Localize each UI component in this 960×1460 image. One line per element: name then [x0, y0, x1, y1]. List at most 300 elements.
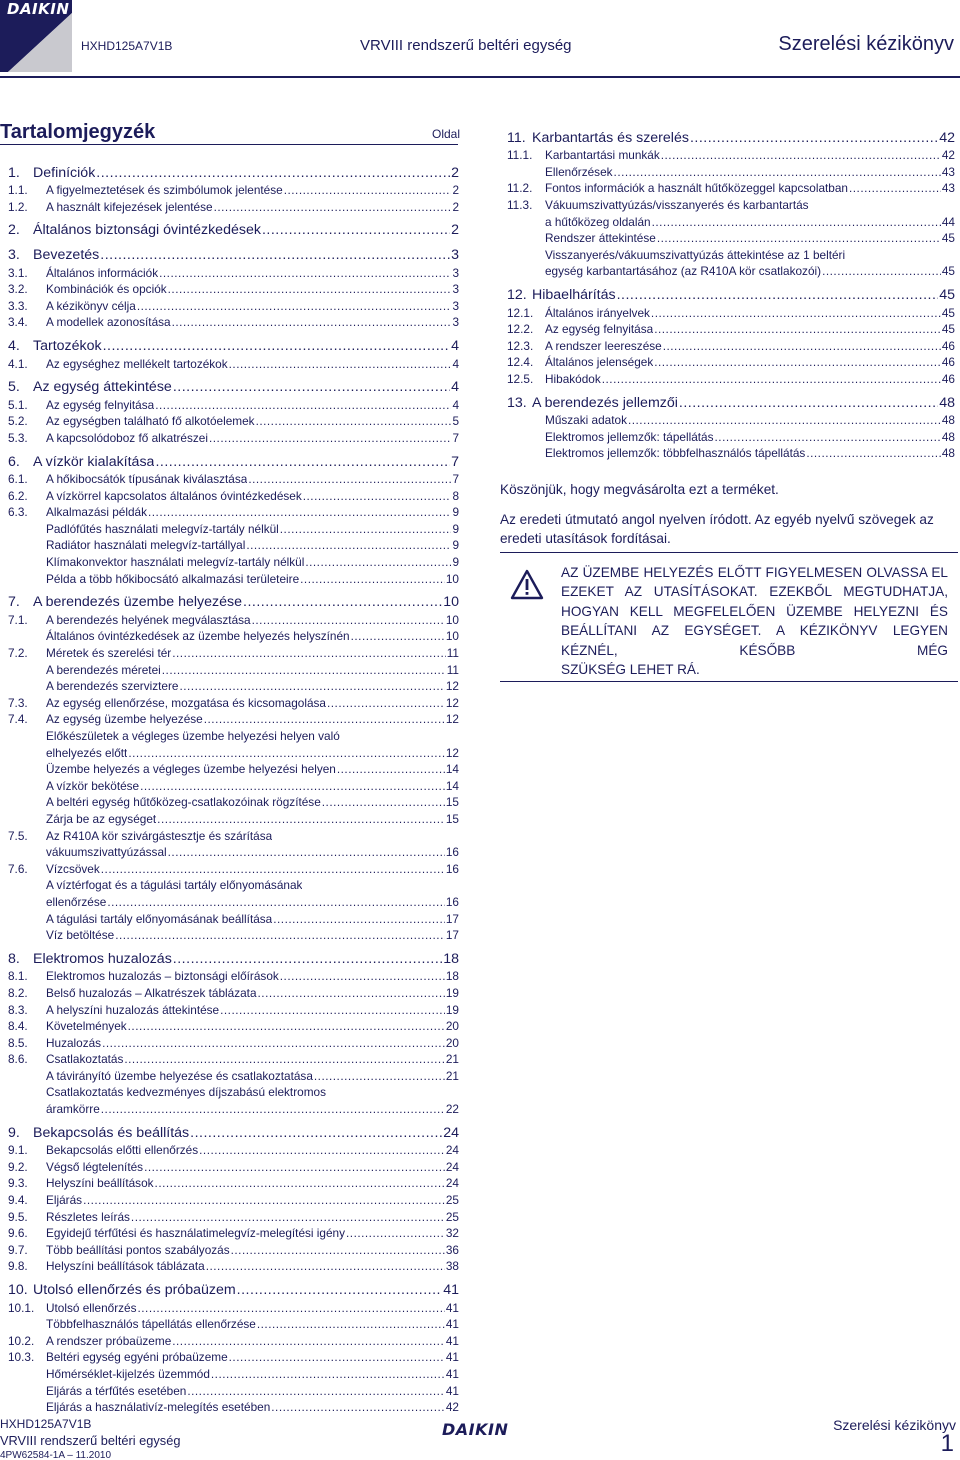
toc-entry[interactable]	[8, 743, 459, 760]
page-number: 1	[940, 1430, 954, 1457]
toc-entry-title: Alkalmazási példák	[46, 505, 147, 520]
toc-entry-number: 4.1.	[8, 356, 28, 371]
toc-entry[interactable]	[8, 809, 459, 826]
toc-entry[interactable]	[8, 313, 459, 330]
toc-entry-title: Utolsó ellenőrzés	[46, 1300, 137, 1315]
toc-dot-leader	[303, 491, 452, 503]
toc-entry[interactable]	[8, 693, 459, 710]
toc-entry-number: 10.	[8, 1282, 28, 1298]
toc-entry-title: Általános jelenségek	[545, 355, 654, 370]
toc-entry-number: 6.1.	[8, 472, 28, 487]
toc-entry-title: A kézikönyv célja	[46, 298, 136, 313]
toc-dot-leader	[280, 524, 452, 536]
toc-entry-number: 8.4.	[8, 1019, 28, 1034]
toc-entry-title: ellenőrzése	[46, 894, 107, 909]
toc-dot-leader	[96, 166, 450, 180]
toc-entry[interactable]	[8, 760, 459, 777]
toc-entry[interactable]	[8, 1364, 459, 1381]
toc-dot-leader	[351, 632, 445, 644]
toc-entry-number: 8.6.	[8, 1052, 28, 1067]
toc-entry-page: 24	[445, 1159, 459, 1174]
toc-entry-page: 25	[445, 1193, 459, 1208]
toc-entry-page: 2	[451, 222, 459, 239]
toc-dot-leader	[115, 930, 445, 942]
toc-dot-leader	[252, 615, 445, 627]
toc-dot-leader	[128, 748, 445, 760]
toc-entry[interactable]	[507, 427, 955, 444]
toc-dot-leader	[327, 698, 445, 710]
toc-entry-page: 12	[445, 695, 459, 710]
footer-product: VRVIII rendszerű beltéri egység	[0, 1433, 181, 1448]
toc-entry[interactable]	[8, 329, 459, 354]
toc-entry-title: Bevezetés	[33, 246, 100, 263]
toc-entry-number: 7.	[8, 594, 20, 611]
toc-entry[interactable]	[507, 146, 955, 163]
toc-entry[interactable]	[8, 1099, 459, 1116]
toc-entry[interactable]	[8, 776, 459, 793]
toc-entry[interactable]	[8, 1273, 459, 1298]
toc-dot-leader	[663, 341, 941, 353]
toc-entry-number: 5.	[8, 379, 20, 396]
toc-entry-title: Az egység ellenőrzése, mozgatása és kicsomagolása	[46, 695, 326, 710]
toc-entry[interactable]	[507, 195, 955, 212]
toc-entry[interactable]	[8, 826, 459, 843]
toc-dot-leader	[806, 448, 941, 460]
toc-entry-title: Tartozékok	[33, 337, 102, 354]
toc-entry-title: A modellek azonosítása	[46, 315, 171, 330]
toc-dot-leader	[148, 507, 451, 519]
toc-entry-title: Az egységhez mellékelt tartozékok	[46, 356, 228, 371]
warning-last-line: SZÜKSÉG LEHET RÁ.	[561, 662, 700, 678]
warning-triangle-icon	[510, 569, 544, 601]
toc-entry-title: Eljárás	[46, 1193, 83, 1208]
toc-entry[interactable]	[8, 280, 459, 297]
toc-entry[interactable]	[8, 1381, 459, 1398]
toc-entry-page: 3	[452, 298, 459, 313]
toc-entry-title: Definíciók	[33, 164, 96, 181]
toc-entry[interactable]	[8, 710, 459, 727]
toc-entry-page: 9	[452, 521, 459, 536]
toc-entry[interactable]	[8, 1190, 459, 1207]
toc-entry[interactable]	[8, 1224, 459, 1241]
toc-entry-page: 8	[452, 488, 459, 503]
toc-dot-leader	[131, 1212, 445, 1224]
toc-entry-title: A berendezés helyének megválasztása	[46, 612, 251, 627]
toc-entry-title: Rendszer áttekintése	[545, 231, 656, 246]
toc-dot-leader	[654, 324, 941, 336]
toc-entry[interactable]	[8, 263, 459, 280]
page-header	[0, 0, 960, 78]
toc-entry[interactable]	[8, 859, 459, 876]
toc-entry-page: 48	[941, 446, 955, 461]
toc-entry-title: Helyszíni beállítások táblázata	[46, 1259, 205, 1274]
footer-doc-code: 4PW62584-1A – 11.2010	[0, 1450, 112, 1460]
toc-dot-leader	[280, 972, 445, 984]
toc-entry-page: 25	[445, 1209, 459, 1224]
toc-dot-leader	[159, 268, 451, 280]
toc-entry-page: 41	[443, 1282, 459, 1298]
toc-entry[interactable]	[507, 262, 955, 279]
toc-entry-number: 12.1.	[507, 305, 534, 320]
daikin-logo: DAIKIN	[7, 0, 70, 18]
toc-entry[interactable]	[507, 245, 955, 262]
toc-entry[interactable]	[8, 892, 459, 909]
toc-entry[interactable]	[507, 320, 955, 337]
toc-entry-number: 6.2.	[8, 488, 28, 503]
toc-entry-page: 5	[452, 414, 459, 429]
toc-entry[interactable]	[8, 412, 459, 429]
toc-entry[interactable]	[8, 1348, 459, 1365]
toc-left-column	[8, 156, 459, 1414]
toc-entry-page: 7	[452, 472, 459, 487]
toc-entry-number: 1.	[8, 164, 20, 181]
toc-entry[interactable]	[8, 486, 459, 503]
toc-entry[interactable]	[8, 1033, 459, 1050]
toc-entry-number: 13.	[507, 394, 527, 411]
toc-entry-title: Huzalozás	[46, 1035, 102, 1050]
toc-entry-title: Elektromos jellemzők: többfelhasználós tápellátás	[545, 446, 806, 461]
toc-entry-page: 4	[451, 379, 459, 396]
toc-entry-page: 9	[452, 538, 459, 553]
toc-dot-leader	[690, 131, 938, 145]
toc-entry[interactable]	[8, 843, 459, 860]
toc-dot-leader	[322, 798, 445, 810]
toc-entry-number: 3.2.	[8, 282, 28, 297]
toc-entry-title: Végső légtelenítés	[46, 1159, 144, 1174]
toc-entry[interactable]	[8, 1157, 459, 1174]
toc-dot-leader	[273, 831, 458, 843]
toc-entry[interactable]	[8, 677, 459, 694]
toc-entry-title: A távirányító üzembe helyezése és csatlakoztatása	[46, 1068, 313, 1083]
toc-entry[interactable]	[8, 1083, 459, 1100]
toc-entry-page: 7	[452, 430, 459, 445]
toc-entry[interactable]	[8, 726, 459, 743]
toc-entry-page: 42	[445, 1400, 459, 1415]
footer-daikin-logo: DAIKIN	[442, 1420, 509, 1439]
toc-entry[interactable]	[8, 354, 459, 371]
toc-entry[interactable]	[507, 444, 955, 461]
toc-entry-title: Üzembe helyezés a végleges üzembe helyezési helyen	[46, 762, 336, 777]
toc-entry-title: Padlófűtés használati melegvíz-tartály nélkül	[46, 521, 279, 536]
toc-entry[interactable]	[507, 386, 955, 411]
toc-entry[interactable]	[8, 660, 459, 677]
toc-entry-page: 11	[446, 662, 459, 677]
toc-entry-title: Az egység felnyitása	[46, 397, 155, 412]
toc-entry-title: Ellenőrzések	[545, 164, 613, 179]
toc-entry-page: 9	[452, 505, 459, 520]
toc-entry[interactable]	[507, 353, 955, 370]
toc-entry-page: 45	[939, 286, 955, 303]
title-divider	[0, 144, 458, 145]
toc-dot-leader	[327, 1088, 458, 1100]
toc-entry-number: 12.4.	[507, 355, 534, 370]
toc-entry[interactable]	[507, 212, 955, 229]
toc-entry-number: 7.5.	[8, 828, 28, 843]
toc-entry-title: Utolsó ellenőrzés és próbaüzem	[33, 1282, 236, 1298]
toc-entry-number: 8.3.	[8, 1002, 28, 1017]
toc-entry-title: Részletes leírás	[46, 1209, 130, 1224]
toc-dot-leader	[305, 557, 451, 569]
page-column-label: Oldal	[432, 127, 461, 141]
toc-entry-title: egység karbantartásához (az R410A kör csatlakozói)	[545, 264, 822, 279]
toc-entry-number: 12.3.	[507, 338, 534, 353]
toc-dot-leader	[679, 396, 938, 410]
toc-dot-leader	[654, 358, 941, 370]
toc-entry[interactable]	[8, 470, 459, 487]
toc-entry-title: Követelmények	[46, 1019, 127, 1034]
toc-entry-number: 12.5.	[507, 371, 534, 386]
toc-entry-title: áramkörre	[46, 1102, 100, 1117]
toc-entry-page: 48	[941, 413, 955, 428]
toc-entry-title: Belső huzalozás – Alkatrészek táblázata	[46, 985, 257, 1000]
toc-dot-leader	[617, 289, 939, 303]
toc-dot-leader	[849, 184, 941, 196]
toc-entry[interactable]	[8, 181, 459, 198]
page-footer	[0, 1412, 960, 1460]
thanks-text: Köszönjük, hogy megvásárolta ezt a terméket.	[500, 482, 779, 497]
toc-entry[interactable]	[8, 238, 459, 263]
toc-entry-page: 41	[445, 1350, 459, 1365]
toc-dot-leader	[155, 1179, 445, 1191]
toc-dot-leader	[162, 665, 446, 677]
warning-box	[500, 552, 958, 682]
toc-entry-title: Klímakonvektor használati melegvíz-tartály nélkül	[46, 555, 305, 570]
toc-entry-number: 9.8.	[8, 1259, 28, 1274]
toc-entry-title: Karbantartás és szerelés	[532, 129, 689, 146]
toc-entry-title: Általános irányelvek	[545, 305, 650, 320]
toc-dot-leader	[140, 781, 445, 793]
toc-dot-leader	[220, 1005, 445, 1017]
toc-entry-page: 15	[445, 795, 459, 810]
toc-entry[interactable]	[8, 1207, 459, 1224]
toc-entry[interactable]	[8, 428, 459, 445]
toc-entry-page: 45	[941, 264, 955, 279]
toc-entry[interactable]	[8, 793, 459, 810]
toc-entry-number: 3.	[8, 246, 20, 263]
toc-entry[interactable]	[8, 395, 459, 412]
toc-dot-leader	[204, 715, 445, 727]
toc-entry-number: 3.3.	[8, 298, 28, 313]
toc-entry[interactable]	[8, 1315, 459, 1332]
toc-dot-leader	[144, 1162, 445, 1174]
toc-entry[interactable]	[8, 926, 459, 943]
toc-entry-number: 11.1.	[507, 148, 533, 163]
toc-entry-page: 22	[445, 1102, 459, 1117]
toc-dot-leader	[346, 1228, 445, 1240]
toc-entry-title: Beltéri egység egyéni próbaüzeme	[46, 1350, 228, 1365]
toc-dot-leader	[211, 1369, 445, 1381]
toc-entry-page: 3	[452, 282, 459, 297]
toc-entry[interactable]	[8, 1257, 459, 1274]
toc-dot-leader	[273, 914, 445, 926]
original-language-note: Az eredeti útmutató angol nyelven íródott. Az egyéb nyelvű szövegek az eredeti utasítások fordításai.	[500, 512, 934, 546]
toc-entry-number: 9.1.	[8, 1143, 28, 1158]
toc-entry[interactable]	[8, 942, 459, 967]
toc-entry-title: Hibakódok	[545, 371, 601, 386]
toc-dot-leader	[314, 1071, 445, 1083]
toc-entry[interactable]	[8, 1066, 459, 1083]
toc-entry-title: A vízkörrel kapcsolatos általános óvintézkedések	[46, 488, 302, 503]
toc-entry-page: 19	[445, 985, 459, 1000]
toc-entry-page: 16	[445, 894, 459, 909]
toc-dot-leader	[822, 267, 941, 279]
toc-entry-title: A vízkör kialakítása	[33, 453, 155, 470]
toc-entry-number: 7.6.	[8, 861, 28, 876]
toc-entry-number: 5.1.	[8, 397, 28, 412]
toc-entry-number: 7.4.	[8, 712, 28, 727]
toc-entry-page: 20	[445, 1019, 459, 1034]
toc-entry[interactable]	[8, 1017, 459, 1034]
toc-entry-title: Több beállítási pontos szabályozás	[46, 1242, 230, 1257]
toc-entry[interactable]	[8, 967, 459, 984]
toc-entry[interactable]	[507, 303, 955, 320]
toc-entry[interactable]	[8, 1240, 459, 1257]
toc-entry-page: 16	[445, 845, 459, 860]
toc-entry-page: 48	[939, 394, 955, 411]
toc-entry-title: Méretek és szerelési tér	[46, 646, 172, 661]
toc-dot-leader	[337, 764, 445, 776]
toc-entry[interactable]	[507, 278, 955, 303]
toc-entry[interactable]	[507, 411, 955, 428]
toc-entry-number: 12.	[507, 286, 527, 303]
toc-entry-title: A beltéri egység hűtőközeg-csatlakozóinak rögzítése	[46, 795, 321, 810]
toc-entry-page: 41	[445, 1333, 459, 1348]
toc-dot-leader	[155, 400, 451, 412]
toc-entry[interactable]	[8, 1050, 459, 1067]
toc-entry-page: 3	[452, 315, 459, 330]
toc-entry-title: Az egységben található fő alkotóelemek	[46, 414, 255, 429]
toc-entry-title: Elektromos huzalozás – biztonsági előírások	[46, 969, 279, 984]
toc-entry-page: 18	[445, 969, 459, 984]
toc-entry-page: 45	[941, 322, 955, 337]
toc-dot-leader	[155, 455, 450, 469]
toc-entry[interactable]	[8, 1141, 459, 1158]
toc-entry[interactable]	[8, 197, 459, 214]
toc-entry-title: Radiátor használati melegvíz-tartállyal	[46, 538, 246, 553]
toc-entry-title: A vízkör bekötése	[46, 778, 140, 793]
toc-dot-leader	[137, 301, 452, 313]
toc-entry-page: 44	[941, 214, 955, 229]
toc-entry-title: Fontos információk a használt hűtőközeggel kapcsolatban	[545, 181, 848, 196]
toc-dot-leader	[628, 415, 941, 427]
toc-entry-page: 2	[451, 164, 459, 181]
toc-entry-page: 45	[941, 231, 955, 246]
toc-entry[interactable]	[8, 1000, 459, 1017]
toc-entry-page: 43	[941, 181, 955, 196]
toc-entry[interactable]	[507, 229, 955, 246]
toc-entry[interactable]	[8, 610, 459, 627]
toc-dot-leader	[651, 308, 941, 320]
toc-entry[interactable]	[8, 519, 459, 536]
toc-dot-leader	[300, 574, 445, 586]
toc-entry-page: 21	[445, 1052, 459, 1067]
toc-entry-title: Elektromos huzalozás	[33, 950, 172, 967]
toc-entry[interactable]	[8, 552, 459, 569]
toc-entry-number: 8.	[8, 950, 20, 967]
toc-entry-page: 16	[445, 861, 459, 876]
toc-entry-number: 2.	[8, 222, 20, 239]
toc-entry-number: 7.3.	[8, 695, 28, 710]
toc-entry-number: 7.1.	[8, 612, 28, 627]
toc-entry-title: Kombinációk és opciók	[46, 282, 167, 297]
toc-entry-title: a hűtőközeg oldalán	[545, 214, 651, 229]
toc-entry[interactable]	[8, 536, 459, 553]
toc-entry-page: 2	[452, 199, 459, 214]
toc-entry[interactable]	[8, 503, 459, 520]
toc-entry-number: 5.3.	[8, 430, 28, 445]
toc-entry-number: 1.1.	[8, 183, 28, 198]
toc-dot-leader	[657, 233, 941, 245]
toc-entry[interactable]	[507, 369, 955, 386]
toc-entry[interactable]	[8, 156, 459, 181]
toc-dot-leader	[206, 1262, 445, 1274]
footer-model: HXHD125A7V1B	[0, 1417, 92, 1431]
toc-entry-page: 24	[445, 1176, 459, 1191]
toc-dot-leader	[172, 1336, 445, 1348]
toc-dot-leader	[229, 1353, 445, 1365]
toc-entry[interactable]	[507, 162, 955, 179]
toc-entry[interactable]	[8, 1174, 459, 1191]
toc-dot-leader	[100, 249, 450, 263]
toc-entry-number: 4.	[8, 337, 20, 354]
toc-entry[interactable]	[8, 214, 459, 239]
toc-entry-title: A tágulási tartály előnyomásának beállítása	[46, 911, 273, 926]
toc-entry[interactable]	[8, 586, 459, 611]
toc-entry[interactable]	[8, 1116, 459, 1141]
toc-entry-page: 43	[941, 164, 955, 179]
toc-entry-page: 3	[452, 265, 459, 280]
toc-entry[interactable]	[507, 179, 955, 196]
toc-entry[interactable]	[8, 983, 459, 1000]
toc-entry-number: 8.1.	[8, 969, 28, 984]
toc-dot-leader	[262, 224, 450, 238]
toc-entry[interactable]	[8, 1331, 459, 1348]
toc-dot-leader	[128, 1021, 445, 1033]
toc-entry-page: 18	[443, 950, 459, 967]
toc-entry[interactable]	[507, 121, 955, 146]
toc-entry[interactable]	[8, 876, 459, 893]
toc-dot-leader	[284, 185, 452, 197]
toc-dot-leader	[715, 432, 941, 444]
toc-entry[interactable]	[8, 627, 459, 644]
toc-entry-title: A helyszíni huzalozás áttekintése	[46, 1002, 220, 1017]
toc-entry[interactable]	[8, 569, 459, 586]
toc-entry-title: A használt kifejezések jelentése	[46, 199, 213, 214]
toc-entry[interactable]	[8, 296, 459, 313]
toc-entry-title: elhelyezés előtt	[46, 745, 128, 760]
toc-dot-leader	[810, 200, 954, 212]
toc-entry-page: 45	[941, 305, 955, 320]
toc-entry[interactable]	[507, 336, 955, 353]
toc-entry[interactable]	[8, 909, 459, 926]
toc-entry-title: Az egység felnyitása	[545, 322, 654, 337]
toc-entry-number: 1.2.	[8, 199, 28, 214]
toc-entry-title: Az R410A kör szivárgástesztje és szárítása	[46, 828, 273, 843]
toc-entry[interactable]	[8, 1298, 459, 1315]
toc-entry-title: Az egység áttekintése	[33, 379, 172, 396]
toc-entry-title: A figyelmeztetések és szimbólumok jelentése	[46, 183, 283, 198]
toc-dot-leader	[231, 1245, 445, 1257]
toc-entry-page: 2	[452, 183, 459, 198]
warning-body: AZ ÜZEMBE HELYEZÉS ELŐTT FIGYELMESEN OLVASSA EL EZEKET AZ UTASÍTÁSOKAT. EZEKBŐL MEGTUDHATJA, HOGYAN KELL MEGFELELŐEN ÜZEMBE HELYEZNI ÉS BEÁLLÍTANI AZ EGYSÉGET. A KÉZIKÖNYV LEGYEN KÉZNÉL, KÉSŐBB MÉG	[561, 565, 948, 658]
toc-entry[interactable]	[8, 643, 459, 660]
toc-entry[interactable]	[8, 371, 459, 396]
toc-entry-page: 12	[445, 745, 459, 760]
toc-entry-page: 38	[445, 1259, 459, 1274]
toc-dot-leader	[652, 217, 941, 229]
toc-entry-page: 12	[445, 712, 459, 727]
toc-entry[interactable]	[8, 445, 459, 470]
